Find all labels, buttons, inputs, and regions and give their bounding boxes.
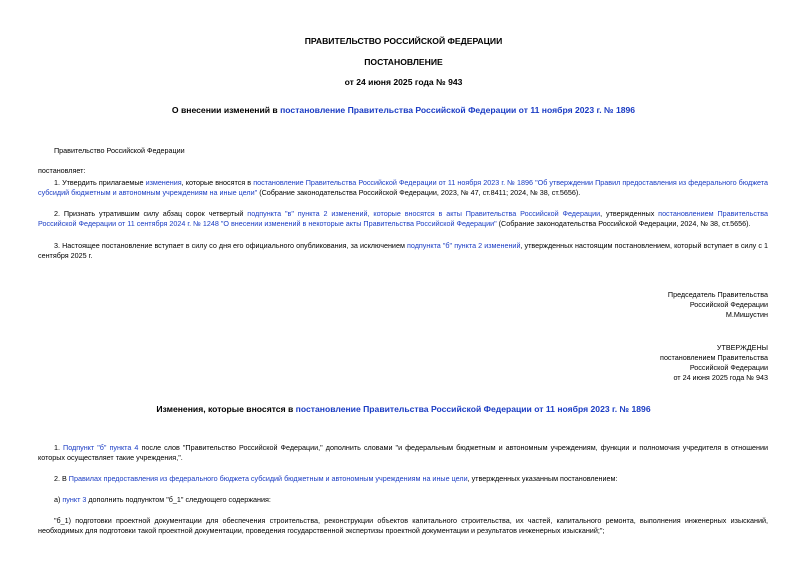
p2-text-2: , утвержденных [600,209,659,218]
p1-text-2: , которые вносятся в [181,178,254,187]
approved-by: постановлением Правительства [660,353,768,362]
paragraph-1 [38,178,768,198]
paragraph-2 [38,209,768,229]
c2-link-rules[interactable]: Правилах предоставления из федерального бюджета субсидий бюджетным и автономным учреждениям на иные цели [68,474,468,483]
p3-link-subpoint[interactable]: подпункта "б" пункта 2 изменений [406,241,521,250]
changes-title-link[interactable]: постановление Правительства Российской Федерации от 11 ноября 2023 г. № 1896 [295,404,651,414]
approved-date: от 24 июня 2025 года № 943 [673,373,768,382]
intro-subject: Правительство Российской Федерации [54,146,185,155]
c2-text: , утвержденных указанным постановлением: [467,474,618,483]
p3-text-1: 3. Настоящее постановление вступает в силу со дня его официального опубликования, за исключением [54,241,407,250]
p1-text-3: (Собрание законодательства Российской Федерации, 2023, № 47, ст.8411; 2024, № 38, ст.5656). [257,188,581,197]
change-1 [38,443,768,463]
signature-country: Российской Федерации [689,300,768,309]
change-2a [38,495,768,505]
p1-text-1: 1. Утвердить прилагаемые [54,178,146,187]
p2-text-1: 2. Признать утратившим силу абзац сорок четвертый [54,209,248,218]
p2-link-subpoint[interactable]: подпункта "в" пункта 2 изменений, которые вносятся в акты Правительства Российской Федерации [247,209,601,218]
c1-number: 1. [54,443,64,452]
p2-link-resolution[interactable]: постановлением Правительства Российской Федерации от 11 сентября 2024 г. № 1248 "О внесении изменений в некоторые акты Правительства Российской Федерации" [38,209,768,228]
approved-block [468,343,768,383]
government-heading: ПРАВИТЕЛЬСТВО РОССИЙСКОЙ ФЕДЕРАЦИИ [304,36,503,46]
change-2 [38,474,768,484]
p1-link-changes[interactable]: изменения [145,178,182,187]
p2-text-3: (Собрание законодательства Российской Федерации, 2024, № 38, ст.5656). [496,219,751,228]
signature-title: Председатель Правительства [667,290,768,299]
c2a-link-point[interactable]: пункт 3 [62,495,87,504]
document-title [0,105,807,115]
c2-number: 2. В [54,474,69,483]
signature-block [468,290,768,320]
p3-text-2: , утвержденных настоящим постановлением, который вступает в силу с 1 сентября 2025 г. [38,241,769,260]
date-number: от 24 июня 2025 года № 943 [344,77,463,87]
c2a-letter: а) [54,495,63,504]
changes-title-prefix: Изменения, которые вносятся в [156,404,296,414]
change-2a-content: "б_1) подготовки проектной документации для обеспечения строительства, реконструкции объектов капитального строительства, их частей, капитального ремонта, выполнения инженерных изысканий, необходимых для подготовки такой проектной документации, проведения государственной экспертизы проектной документации и результатов инженерных изысканий;"; [38,516,768,535]
document-title-prefix: О внесении изменений в [171,105,281,115]
signature-name: М.Мишустин [725,310,768,319]
c1-text: после слов "Правительство Российской Федерации," дополнить словами "и федеральным бюджетным и автономным учреждениям, функции и полномочия учредителя в отношении которых осуществляет такие учреждения,". [38,443,768,462]
p1-link-resolution[interactable]: постановление Правительства Российской Федерации от 11 ноября 2023 г. № 1896 "Об утверждении Правил предоставления из федерального бюджета субсидий бюджетным и автономным учреждениям на иные цели" [38,178,768,197]
c1-link-subpoint[interactable]: Подпункт "б" пункта 4 [63,443,139,452]
doc-type-heading: ПОСТАНОВЛЕНИЕ [364,57,443,67]
approved-country: Российской Федерации [689,363,768,372]
intro-resolves: постановляет: [38,166,86,175]
changes-title [0,404,807,414]
document-title-link[interactable]: постановление Правительства Российской Федерации от 11 ноября 2023 г. № 1896 [280,105,636,115]
approved-label: УТВЕРЖДЕНЫ [716,343,768,352]
paragraph-3 [38,241,768,261]
c2a-text: дополнить подпунктом "б_1" следующего содержания: [86,495,271,504]
